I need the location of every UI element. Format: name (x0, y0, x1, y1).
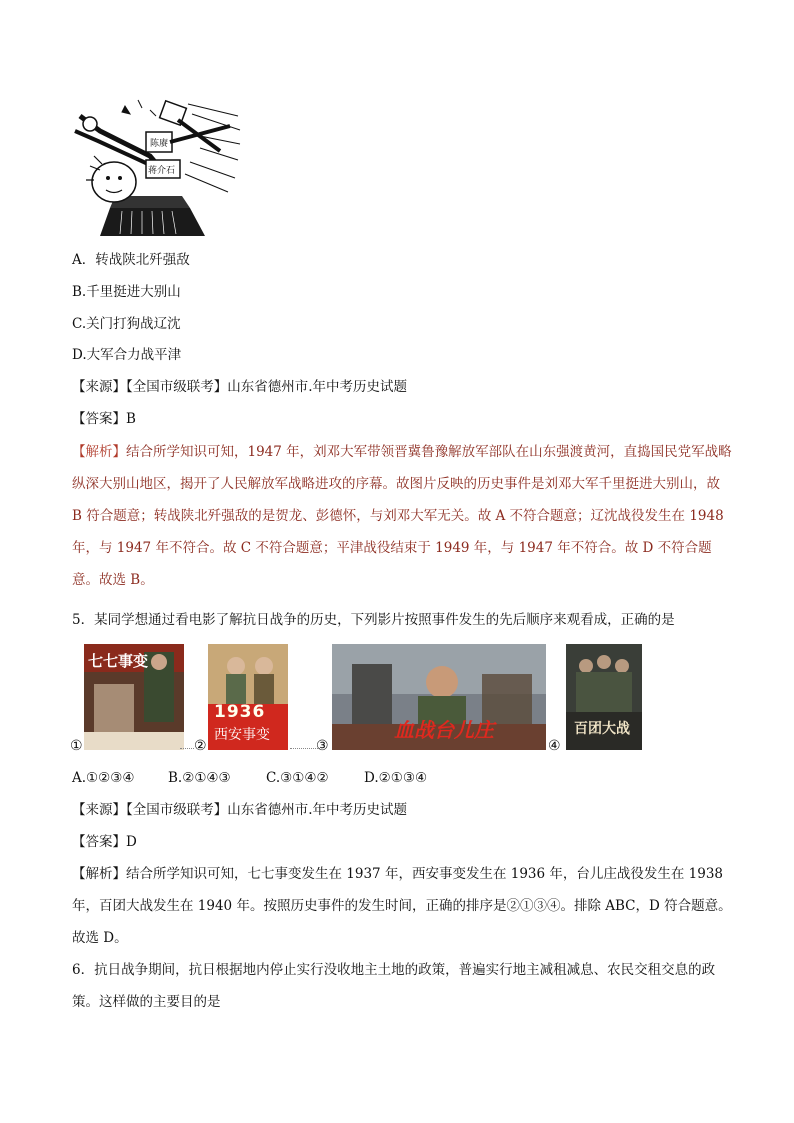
q4-answer-value: B (126, 411, 136, 427)
q4-source: 【来源】【全国市级联考】山东省德州市.年中考历史试题 (72, 379, 408, 395)
cartoon-illustration (70, 96, 242, 236)
poster-xian-year: 1936 (214, 702, 266, 722)
q5-answer-label: 【答案】 (72, 834, 126, 850)
q5-option-b: B.②①④③ (168, 770, 231, 786)
cartoon-label-chengeng: 陈赓 (150, 139, 169, 149)
q4-analysis-label: 【解析】 (72, 444, 126, 460)
q5-option-a: A.①②③④ (72, 770, 135, 786)
poster-baituan (566, 644, 642, 750)
q4-option-c: C.关门打狗战辽沈 (72, 316, 181, 332)
q5-analysis-label: 【解析】 (72, 866, 126, 882)
poster-num-4: ④ (548, 738, 561, 754)
q4-answer-label: 【答案】 (72, 411, 126, 427)
dots-1-2 (180, 748, 194, 749)
q4-option-a: A．转战陕北歼强敌 (72, 252, 190, 268)
q4-analysis (72, 436, 732, 596)
q5-source: 【来源】【全国市级联考】山东省德州市.年中考历史试题 (72, 802, 408, 818)
q4-option-b: B.千里挺进大别山 (72, 284, 181, 300)
poster-xian-title: 西安事变 (214, 727, 270, 743)
poster-num-2: ② (194, 738, 207, 754)
q5-question: 5．某同学想通过看电影了解抗日战争的历史，下列影片按照事件发生的先后顺序来观看成，正确的是 (72, 612, 675, 628)
q5-answer (72, 832, 137, 852)
poster-taierzhuang-title: 血战台儿庄 (394, 718, 494, 742)
poster-qiqi (84, 644, 184, 750)
q4-answer (72, 409, 136, 429)
q4-option-d: D.大军合力战平津 (72, 347, 182, 363)
poster-taierzhuang (332, 644, 546, 750)
q5-analysis-text: 结合所学知识可知，七七事变发生在 1937 年，西安事变发生在 1936 年，台儿庄战役发生在 1938 年，百团大战发生在 1940 年。按照历史事件的发生时间，正确的排序是②①③④。排除 ABC，D 符合题意。故选 D。 (72, 866, 732, 946)
poster-num-1: ① (70, 738, 83, 754)
poster-xian (208, 644, 288, 750)
poster-num-3: ③ (316, 738, 329, 754)
q5-answer-value: D (126, 834, 137, 850)
q5-analysis (72, 858, 732, 954)
q5-option-c: C.③①④② (266, 770, 329, 786)
q5-option-d: D.②①③④ (364, 770, 428, 786)
cartoon-drawing (70, 96, 242, 236)
poster-qiqi-title: 七七事变 (88, 652, 149, 670)
q4-analysis-text: 结合所学知识可知，1947 年，刘邓大军带领晋冀鲁豫解放军部队在山东强渡黄河，直捣国民党军战略纵深大别山地区，揭开了人民解放军战略进攻的序幕。故图片反映的历史事件是刘邓大军千里挺进大别山，故 B 符合题意；转战陕北歼强敌的是贺龙、彭德怀，与刘邓大军无关。故 A 不符合题意；辽沈战役发生在 1948 年，与 1947 年不符合。故 C 不符合题意；平津战役结束于 1949 年，与 1947 年不符合。故 D 不符合题意。故选 B。 (72, 444, 732, 588)
cartoon-label-jiang: 蒋介石 (148, 166, 176, 176)
q6-question: 6．抗日战争期间，抗日根据地内停止实行没收地主土地的政策，普遍实行地主减租减息、农民交租交息的政策。这样做的主要目的是 (72, 962, 716, 1010)
poster-baituan-title: 百团大战 (574, 721, 630, 737)
